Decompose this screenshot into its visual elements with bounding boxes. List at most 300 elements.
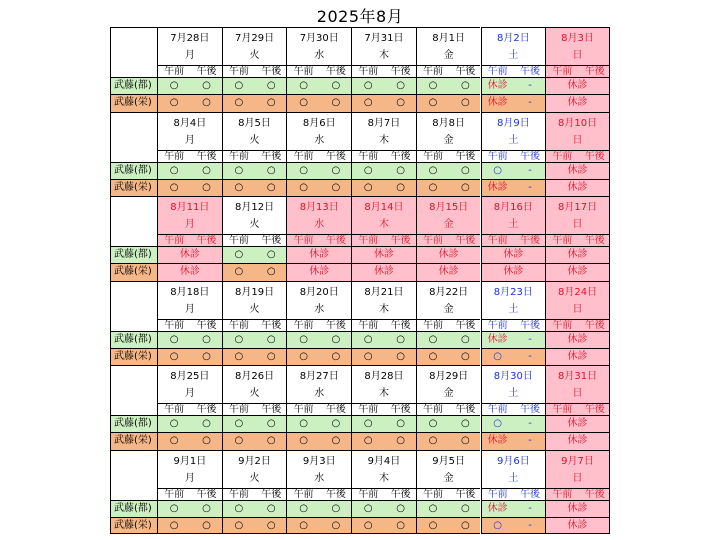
day-date: 8月31日 (557, 371, 598, 382)
week-label-blank (110, 281, 157, 331)
slot-cell (157, 77, 222, 94)
slot-cell (416, 246, 481, 263)
open-mark: ○ (234, 97, 244, 109)
ampm-row (545, 65, 610, 77)
ampm-row (222, 150, 287, 162)
day-header (481, 196, 546, 234)
am-label: 午前 (228, 150, 249, 162)
am-label: 午前 (228, 66, 249, 77)
open-mark: ○ (169, 97, 179, 109)
slot-cell (351, 415, 416, 432)
open-mark: ○ (202, 502, 211, 514)
open-mark: ○ (299, 350, 308, 362)
open-mark: ○ (299, 181, 308, 193)
open-mark: ○ (396, 502, 405, 514)
week-label-blank (110, 112, 157, 162)
open-mark: ○ (266, 350, 276, 362)
day-date: 8月26日 (234, 371, 275, 382)
slot-cell (481, 432, 546, 449)
closed-mark: 休診 (567, 249, 588, 260)
open-mark: ○ (202, 418, 211, 429)
row-label-sakae (110, 94, 157, 111)
pm-label: 午後 (261, 404, 282, 415)
slot-cell (157, 246, 222, 263)
row-label-miyako (110, 331, 157, 348)
slot-cell (481, 94, 546, 111)
ampm-row (545, 403, 610, 415)
row-label-text: 武藤(栄) (114, 97, 152, 109)
open-mark: ○ (202, 80, 211, 91)
slot-cell (222, 517, 287, 534)
ampm-row (481, 150, 546, 162)
day-of-week: 金 (443, 134, 454, 146)
ampm-row (416, 150, 481, 162)
day-date: 8月4日 (173, 117, 207, 129)
day-header (157, 365, 222, 403)
pm-label: 午後 (520, 488, 541, 500)
open-mark: ○ (299, 97, 308, 109)
ampm-row (481, 234, 546, 246)
day-of-week: 土 (508, 303, 519, 315)
day-of-week: 日 (572, 134, 583, 146)
open-mark: ○ (266, 164, 276, 176)
ampm-row (481, 319, 546, 331)
day-of-week: 日 (572, 219, 583, 230)
day-header (481, 365, 546, 403)
open-mark: ○ (493, 164, 503, 176)
open-mark: ○ (331, 97, 341, 109)
open-mark: ○ (460, 502, 470, 514)
open-mark: ○ (363, 519, 373, 531)
ampm-row (351, 319, 416, 331)
open-mark: ○ (202, 97, 211, 109)
day-date: 8月19日 (234, 286, 275, 298)
slot-cell (157, 500, 222, 517)
am-label: 午前 (552, 319, 573, 331)
day-date: 9月6日 (496, 455, 530, 467)
open-mark: ○ (396, 181, 405, 193)
slot-cell (545, 415, 610, 432)
open-mark: ○ (428, 519, 438, 531)
ampm-row (545, 150, 610, 162)
open-mark: ○ (234, 333, 244, 345)
open-mark: ○ (299, 502, 308, 514)
day-date: 8月8日 (432, 117, 465, 129)
ampm-row (481, 403, 546, 415)
slot-cell (222, 348, 287, 365)
am-label: 午前 (552, 488, 573, 500)
dash-mark: - (528, 97, 532, 109)
open-mark: ○ (396, 350, 405, 362)
open-mark: ○ (363, 80, 373, 91)
open-mark: ○ (331, 333, 341, 345)
week-label-blank (110, 196, 157, 246)
day-date: 9月2日 (238, 455, 271, 467)
slot-cell (222, 331, 287, 348)
open-mark: ○ (396, 435, 405, 447)
ampm-row (351, 150, 416, 162)
open-mark: ○ (169, 350, 179, 362)
day-header (416, 112, 481, 150)
am-label: 午前 (422, 404, 443, 415)
open-mark: ○ (266, 97, 276, 109)
open-mark: ○ (460, 435, 470, 447)
day-header (286, 196, 351, 234)
am-label: 午前 (422, 66, 443, 77)
slot-cell (157, 348, 222, 365)
slot-cell (416, 179, 481, 196)
closed-mark: 休診 (438, 249, 459, 260)
open-mark: ○ (202, 181, 211, 193)
open-mark: ○ (428, 97, 438, 109)
day-of-week: 水 (314, 50, 325, 61)
row-label-sakae (110, 517, 157, 534)
day-header (545, 450, 610, 488)
slot-cell (416, 94, 481, 111)
closed-mark: 休診 (567, 181, 588, 193)
slot-cell (157, 162, 222, 179)
open-mark: ○ (331, 350, 341, 362)
day-of-week: 金 (443, 388, 454, 399)
open-mark: ○ (234, 80, 244, 91)
pm-label: 午後 (390, 404, 411, 415)
ampm-row (416, 319, 481, 331)
closed-mark: 休診 (438, 266, 459, 278)
row-label-miyako (110, 162, 157, 179)
slot-cell (545, 348, 610, 365)
closed-mark: 休診 (309, 266, 330, 278)
day-of-week: 土 (508, 388, 519, 399)
am-label: 午前 (358, 150, 379, 162)
open-mark: ○ (202, 435, 211, 447)
am-label: 午前 (487, 404, 508, 415)
pm-label: 午後 (325, 235, 346, 246)
slot-cell (286, 500, 351, 517)
day-of-week: 木 (378, 388, 389, 399)
day-header (286, 112, 351, 150)
ampm-row (416, 234, 481, 246)
am-label: 午前 (487, 319, 508, 331)
open-mark: ○ (396, 164, 405, 176)
day-date: 8月21日 (364, 286, 404, 298)
am-label: 午前 (552, 66, 573, 77)
day-header (286, 281, 351, 319)
day-of-week: 金 (443, 303, 454, 315)
pm-label: 午後 (455, 319, 476, 331)
row-label-sakae (110, 348, 157, 365)
pm-label: 午後 (261, 150, 282, 162)
day-of-week: 水 (314, 303, 325, 315)
dash-mark: - (528, 519, 532, 531)
pm-label: 午後 (325, 404, 346, 415)
am-label: 午前 (164, 150, 185, 162)
dash-mark: - (528, 502, 532, 514)
day-header (222, 112, 287, 150)
day-date: 9月1日 (173, 455, 207, 467)
closed-mark: 休診 (567, 418, 588, 429)
ampm-row (416, 488, 481, 500)
row-label-text: 武藤(都) (114, 164, 152, 176)
open-mark: ○ (493, 519, 503, 531)
slot-cell (416, 263, 481, 280)
day-header (416, 450, 481, 488)
row-label-text: 武藤(都) (114, 333, 152, 345)
open-mark: ○ (299, 418, 308, 429)
day-of-week: 火 (249, 388, 260, 399)
open-mark: ○ (234, 249, 244, 260)
day-header (351, 27, 416, 65)
day-header (157, 281, 222, 319)
open-mark: ○ (363, 418, 373, 429)
pm-label: 午後 (584, 150, 605, 162)
open-mark: ○ (460, 97, 470, 109)
pm-label: 午後 (325, 319, 346, 331)
open-mark: ○ (234, 181, 244, 193)
open-mark: ○ (331, 181, 341, 193)
slot-cell (545, 162, 610, 179)
am-label: 午前 (422, 235, 443, 246)
row-label-miyako (110, 77, 157, 94)
open-mark: ○ (331, 435, 341, 447)
pm-label: 午後 (584, 319, 605, 331)
closed-mark: 休診 (567, 350, 588, 362)
day-of-week: 金 (443, 219, 454, 230)
day-header (416, 27, 481, 65)
row-label-text: 武藤(栄) (114, 519, 152, 531)
am-label: 午前 (228, 235, 249, 246)
am-label: 午前 (164, 66, 185, 77)
open-mark: ○ (234, 350, 244, 362)
dash-mark: - (528, 350, 532, 362)
ampm-row (351, 234, 416, 246)
day-of-week: 水 (314, 219, 325, 230)
open-mark: ○ (460, 519, 470, 531)
open-mark: ○ (331, 80, 341, 91)
ampm-row (545, 234, 610, 246)
slot-cell (157, 263, 222, 280)
closed-mark: 休診 (487, 435, 508, 447)
am-label: 午前 (487, 488, 508, 500)
day-header (351, 281, 416, 319)
closed-mark: 休診 (487, 80, 508, 91)
pm-label: 午後 (455, 66, 476, 77)
day-date: 8月2日 (496, 33, 530, 44)
day-date: 9月7日 (561, 455, 594, 467)
day-of-week: 水 (314, 388, 325, 399)
day-date: 7月30日 (299, 33, 339, 44)
slot-cell (545, 263, 610, 280)
slot-cell (286, 331, 351, 348)
row-label-sakae (110, 432, 157, 449)
day-of-week: 月 (184, 134, 195, 146)
am-label: 午前 (487, 66, 508, 77)
pm-label: 午後 (584, 235, 605, 246)
slot-cell (286, 179, 351, 196)
am-label: 午前 (552, 235, 573, 246)
day-of-week: 金 (443, 472, 454, 484)
slot-cell (286, 263, 351, 280)
week-label-blank (110, 365, 157, 415)
open-mark: ○ (428, 435, 438, 447)
closed-mark: 休診 (567, 333, 588, 345)
slot-cell (545, 77, 610, 94)
slot-cell (416, 500, 481, 517)
day-date: 8月16日 (493, 202, 533, 213)
open-mark: ○ (169, 435, 179, 447)
slot-cell (222, 500, 287, 517)
ampm-row (222, 319, 287, 331)
ampm-row (157, 403, 222, 415)
day-header (416, 196, 481, 234)
row-label-text: 武藤(栄) (114, 266, 152, 278)
am-label: 午前 (293, 488, 314, 500)
slot-cell (545, 246, 610, 263)
day-of-week: 木 (378, 134, 389, 146)
pm-label: 午後 (196, 404, 217, 415)
day-header (351, 196, 416, 234)
open-mark: ○ (266, 249, 276, 260)
slot-cell (157, 94, 222, 111)
day-of-week: 土 (508, 134, 519, 146)
row-label-text: 武藤(都) (114, 80, 152, 91)
day-date: 8月11日 (170, 202, 210, 213)
day-date: 8月9日 (496, 117, 530, 129)
open-mark: ○ (234, 435, 244, 447)
ampm-row (286, 150, 351, 162)
slot-cell (222, 77, 287, 94)
slot-cell (481, 77, 546, 94)
open-mark: ○ (428, 80, 438, 91)
dash-mark: - (528, 181, 532, 193)
row-label-text: 武藤(栄) (114, 181, 152, 193)
day-of-week: 日 (572, 303, 583, 315)
open-mark: ○ (331, 418, 341, 429)
am-label: 午前 (293, 235, 314, 246)
ampm-row (481, 65, 546, 77)
ampm-row (545, 488, 610, 500)
open-mark: ○ (428, 418, 438, 429)
day-date: 8月23日 (493, 286, 533, 298)
am-label: 午前 (293, 150, 314, 162)
row-label-text: 武藤(栄) (114, 435, 152, 447)
am-label: 午前 (164, 404, 185, 415)
slot-cell (351, 162, 416, 179)
slot-cell (351, 500, 416, 517)
day-date: 8月18日 (170, 286, 210, 298)
day-of-week: 土 (508, 219, 519, 230)
am-label: 午前 (164, 235, 185, 246)
am-label: 午前 (164, 488, 185, 500)
open-mark: ○ (396, 333, 405, 345)
day-header (416, 281, 481, 319)
slot-cell (481, 517, 546, 534)
slot-cell (286, 162, 351, 179)
open-mark: ○ (363, 97, 373, 109)
day-date: 8月7日 (367, 117, 401, 129)
open-mark: ○ (493, 350, 503, 362)
day-header (286, 27, 351, 65)
slot-cell (351, 348, 416, 365)
slot-cell (157, 415, 222, 432)
day-date: 8月29日 (429, 371, 469, 382)
day-date: 8月15日 (429, 202, 469, 213)
day-header (157, 112, 222, 150)
slot-cell (481, 348, 546, 365)
day-of-week: 月 (184, 472, 195, 484)
schedule-grid (110, 27, 610, 534)
day-header (545, 196, 610, 234)
open-mark: ○ (299, 80, 308, 91)
day-of-week: 火 (249, 134, 260, 146)
ampm-row (416, 65, 481, 77)
open-mark: ○ (299, 333, 308, 345)
pm-label: 午後 (261, 319, 282, 331)
open-mark: ○ (299, 164, 308, 176)
ampm-row (416, 403, 481, 415)
am-label: 午前 (358, 319, 379, 331)
am-label: 午前 (228, 319, 249, 331)
day-of-week: 木 (378, 303, 389, 315)
closed-mark: 休診 (179, 266, 200, 278)
open-mark: ○ (331, 502, 341, 514)
slot-cell (545, 179, 610, 196)
slot-cell (157, 179, 222, 196)
slot-cell (545, 331, 610, 348)
slot-cell (545, 500, 610, 517)
pm-label: 午後 (261, 66, 282, 77)
slot-cell (286, 246, 351, 263)
closed-mark: 休診 (567, 435, 588, 447)
open-mark: ○ (331, 164, 341, 176)
slot-cell (222, 415, 287, 432)
calendar-title: 2025年8月 (316, 7, 404, 26)
open-mark: ○ (202, 519, 211, 531)
closed-mark: 休診 (567, 502, 588, 514)
open-mark: ○ (363, 164, 373, 176)
ampm-row (286, 65, 351, 77)
open-mark: ○ (428, 333, 438, 345)
pm-label: 午後 (196, 66, 217, 77)
open-mark: ○ (266, 333, 276, 345)
slot-cell (481, 162, 546, 179)
day-header (222, 365, 287, 403)
closed-mark: 休診 (487, 97, 508, 109)
open-mark: ○ (363, 350, 373, 362)
slot-cell (481, 246, 546, 263)
slot-cell (286, 77, 351, 94)
open-mark: ○ (169, 519, 179, 531)
row-label-sakae (110, 179, 157, 196)
open-mark: ○ (169, 181, 179, 193)
am-label: 午前 (422, 319, 443, 331)
pm-label: 午後 (261, 488, 282, 500)
day-date: 8月27日 (299, 371, 339, 382)
slot-cell (222, 263, 287, 280)
day-date: 8月25日 (170, 371, 210, 382)
week-label-blank (110, 27, 157, 77)
closed-mark: 休診 (487, 502, 508, 514)
day-date: 9月5日 (432, 455, 465, 467)
day-date: 8月24日 (557, 286, 598, 298)
closed-mark: 休診 (503, 266, 524, 278)
day-header (545, 27, 610, 65)
open-mark: ○ (299, 435, 308, 447)
day-date: 8月30日 (493, 371, 533, 382)
row-label-text: 武藤(栄) (114, 350, 152, 362)
slot-cell (286, 94, 351, 111)
day-header (222, 281, 287, 319)
day-of-week: 土 (508, 50, 519, 61)
